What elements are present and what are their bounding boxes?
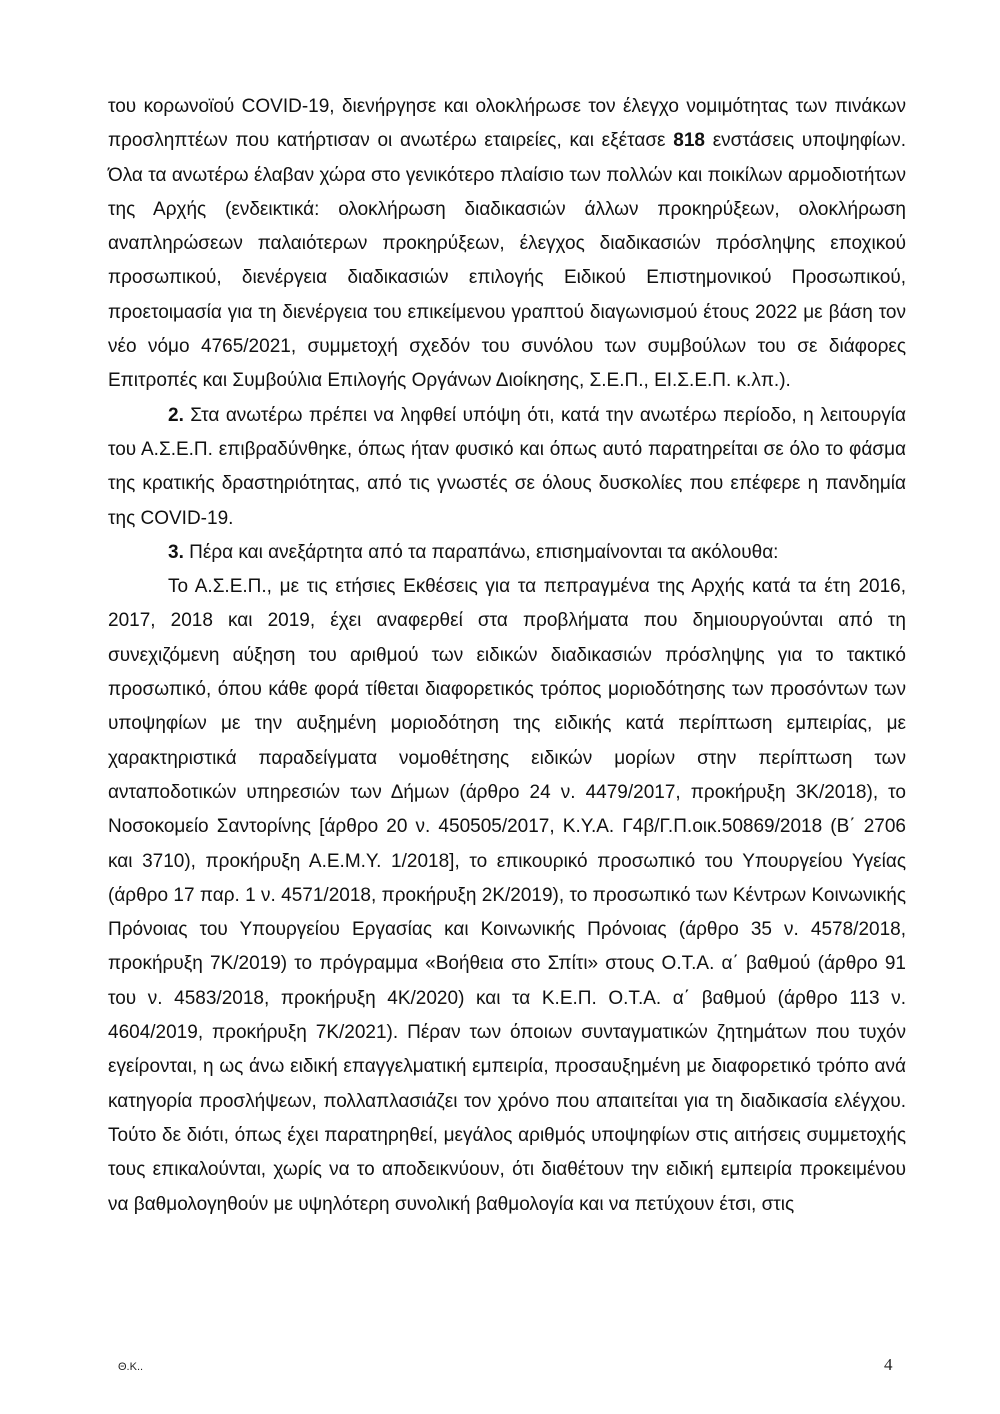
objections-count: 818 — [673, 130, 705, 152]
paragraph-4: Το Α.Σ.Ε.Π., με τις ετήσιες Εκθέσεις για τα πεπραγμένα της Αρχής κατά τα έτη 2016, 2017, 2018 και 2019, έχει αναφερθεί στα προβλήματα που δημιουργούνται από τη συνεχιζόμενη αύξηση του αριθμού των ειδικών διαδικασιών πρόσληψης για το τακτικό προσωπικό, όπου κάθε φορά τίθεται διαφορετικός τρόπος μοριοδότησης των προσόντων των υποψηφίων με την αυξημένη μοριοδότηση της ειδικής κατά περίπτωση εμπειρίας, με χαρακτηριστικά παραδείγματα νομοθέτησης ειδικών μορίων στην περίπτωση των ανταποδοτικών υπηρεσιών των Δήμων (άρθρο 24 ν. 4479/2017, προκήρυξη 3Κ/2018), το Νοσοκομείο Σαντορίνης [άρθρο 20 ν. 450505/2017, Κ.Υ.Α. Γ4β/Γ.Π.οικ.50869/2018 (Β΄ 2706 και 3710), προκήρυξη Α.Ε.Μ.Υ. 1/2018], το επικουρικό προσωπικό του Υπουργείου Υγείας (άρθρο 17 παρ. 1 ν. 4571/2018, προκήρυξη 2Κ/2019), το προσωπικό των Κέντρων Κοινωνικής Πρόνοιας του Υπουργείου Εργασίας και Κοινωνικής Πρόνοιας (άρθρο 35 ν. 4578/2018, προκήρυξη 7Κ/2019) το πρόγραμμα «Βοήθεια στο Σπίτι» στους Ο.Τ.Α. α΄ βαθμού (άρθρο 91 του ν. 4583/2018, προκήρυξη 4Κ/2020) και τα Κ.Ε.Π. Ο.Τ.Α. α΄ βαθμού (άρθρο 113 ν. 4604/2019, προκήρυξη 7Κ/2021). Πέραν των όποιων συνταγματικών ζητημάτων που τυχόν εγείρονται, η ως άνω ειδική επαγγελματική εμπειρία, προσαυξημένη με διαφορετικό τρόπο ανά κατηγορία προσλήψεων, πολλαπλασιάζει τον χρόνο που απαιτείται για τη διαδικασία ελέγχου. Τούτο δε διότι, όπως έχει παρατηρηθεί, μεγάλος αριθμός υποψηφίων στις αιτήσεις συμμετοχής τους επικαλούνται, χωρίς να το αποδεικνύουν, ότι διαθέτουν την ειδική εμπειρία προκειμένου να βαθμολογηθούν με υψηλότερη συνολική βαθμολογία και να πετύχουν έτσι, στις — [108, 576, 906, 1215]
paragraph-3: 3. Πέρα και ανεξάρτητα από τα παραπάνω, επισημαίνονται τα ακόλουθα: — [168, 541, 779, 563]
page-number: 4 — [884, 1355, 893, 1374]
paragraph-1: του κορωνοϊού COVID-19, διενήργησε και ολοκλήρωσε τον έλεγχο νομιμότητας των πινάκων προσληπτέων που κατήρτισαν οι ανωτέρω εταιρείες, και εξέτασε 818 ενστάσεις υποψηφίων. Όλα τα ανωτέρω έλαβαν χώρα στο γενικότερο πλαίσιο των πολλών και ποικίλων αρμοδιοτήτων της Αρχής (ενδεικτικά: ολοκλήρωση διαδικασιών άλλων προκηρύξεων, ολοκλήρωση αναπληρώσεων παλαιότερων προκηρύξεων, έλεγχος διαδικασιών πρόσληψης εποχικού προσωπικού, διενέργεια διαδικασιών επιλογής Ειδικού Επιστημονικού Προσωπικού, προετοιμασία για τη διενέργεια του επικείμενου γραπτού διαγωνισμού έτους 2022 με βάση τον νέο νόμο 4765/2021, συμμετοχή σχεδόν του συνόλου των συμβούλων του σε διάφορες Επιτροπές και Συμβούλια Επιλογής Οργάνων Διοίκησης, Σ.Ε.Π., ΕΙ.Σ.Ε.Π. κ.λπ.). — [108, 96, 906, 392]
paragraph-2-number: 2. — [168, 404, 184, 426]
paragraph-2: 2. Στα ανωτέρω πρέπει να ληφθεί υπόψη ότι, κατά την ανωτέρω περίοδο, η λειτουργία του Α.Σ.Ε.Π. επιβραδύνθηκε, όπως ήταν φυσικό και όπως αυτό παρατηρείται σε όλο το φάσμα της κρατικής δραστηριότητας, από τις γνωστές σε όλους δυσκολίες που επέφερε η πανδημία της COVID-19. — [108, 404, 906, 529]
footer-initials: Θ.Κ.. — [118, 1361, 144, 1373]
body-text — [108, 90, 906, 1222]
paragraph-3-number: 3. — [168, 541, 184, 563]
